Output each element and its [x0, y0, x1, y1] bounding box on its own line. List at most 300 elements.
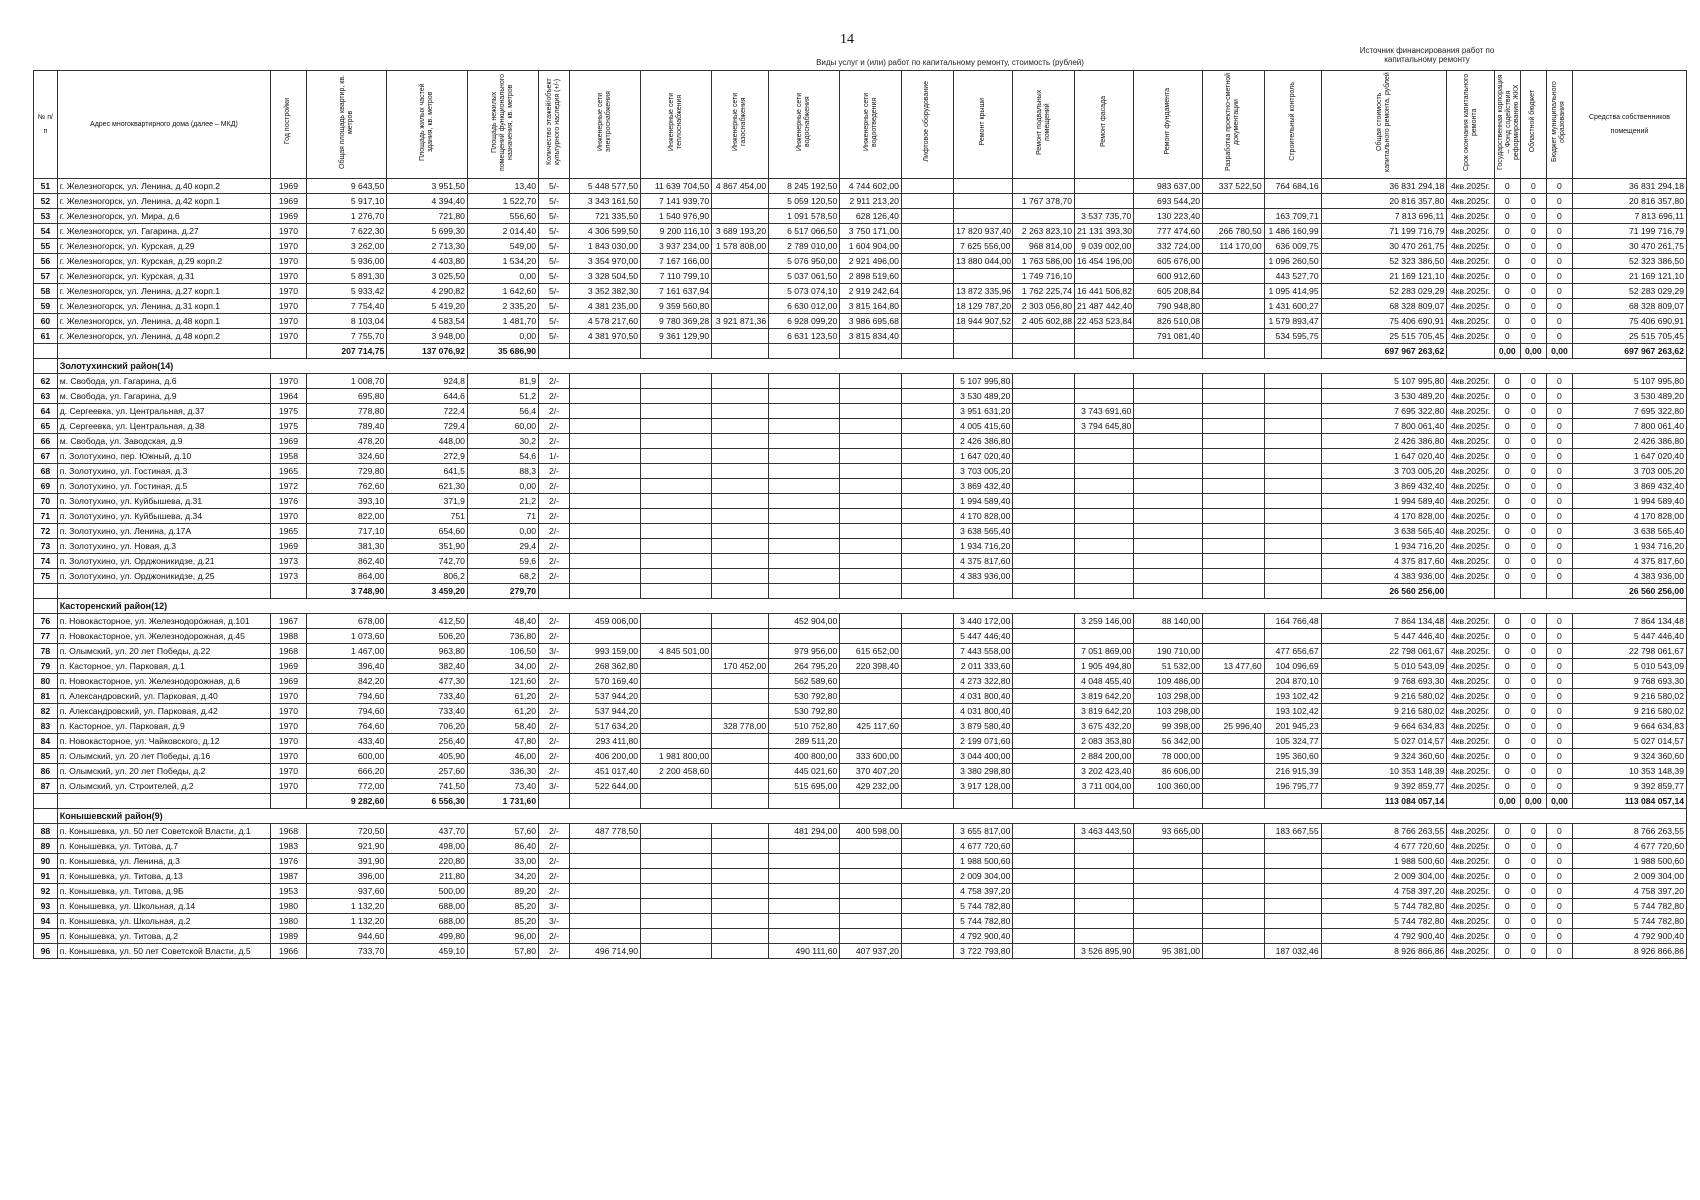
row-number: 74 — [34, 554, 58, 569]
table-cell — [1203, 209, 1265, 224]
table-cell — [1013, 764, 1075, 779]
table-cell — [539, 344, 570, 359]
table-row — [34, 194, 1687, 209]
table-cell: 1972 — [271, 479, 307, 494]
column-header: Бюджет муниципального образования — [1546, 71, 1572, 179]
table-cell: 4кв.2025г. — [1447, 464, 1494, 479]
table-cell: 5 933,42 — [306, 284, 387, 299]
table-cell: 17 820 937,40 — [954, 224, 1013, 239]
table-cell — [840, 869, 902, 884]
table-cell: 2/- — [539, 539, 570, 554]
table-cell: 3 703 005,20 — [954, 464, 1013, 479]
table-cell: 4 845 501,00 — [641, 644, 712, 659]
table-cell — [769, 419, 840, 434]
table-cell: 3 526 895,90 — [1075, 944, 1134, 959]
table-cell: 0 — [1546, 404, 1572, 419]
table-cell: 764,60 — [306, 719, 387, 734]
table-cell: 2/- — [539, 524, 570, 539]
table-cell: 34,20 — [467, 869, 538, 884]
table-cell — [712, 539, 769, 554]
table-cell: 1970 — [271, 239, 307, 254]
table-cell: 1953 — [271, 884, 307, 899]
table-cell: 1 540 976,90 — [641, 209, 712, 224]
table-cell: 7 695 322,80 — [1321, 404, 1447, 419]
table-cell — [641, 659, 712, 674]
table-cell — [641, 404, 712, 419]
table-cell — [569, 554, 640, 569]
table-cell: 4 306 599,50 — [569, 224, 640, 239]
table-cell: 530 792,80 — [769, 689, 840, 704]
table-cell: 537 944,20 — [569, 704, 640, 719]
row-number: 92 — [34, 884, 58, 899]
row-number: 91 — [34, 869, 58, 884]
table-cell: 1975 — [271, 404, 307, 419]
table-cell: 391,90 — [306, 854, 387, 869]
row-number: 73 — [34, 539, 58, 554]
row-number: 84 — [34, 734, 58, 749]
table-cell: 4кв.2025г. — [1447, 374, 1494, 389]
table-cell: 22 453 523,84 — [1075, 314, 1134, 329]
table-cell: 570 169,40 — [569, 674, 640, 689]
table-cell: 4кв.2025г. — [1447, 929, 1494, 944]
table-cell: 4 048 455,40 — [1075, 674, 1134, 689]
table-row — [34, 179, 1687, 194]
table-cell — [1203, 569, 1265, 584]
table-cell — [712, 209, 769, 224]
table-cell: 2 199 071,60 — [954, 734, 1013, 749]
table-cell: 3 748,90 — [306, 584, 387, 599]
table-cell: 3 743 691,60 — [1075, 404, 1134, 419]
table-cell — [1075, 929, 1134, 944]
table-cell: 1 008,70 — [306, 374, 387, 389]
table-cell — [1203, 929, 1265, 944]
table-cell — [1075, 344, 1134, 359]
table-cell: 721 335,50 — [569, 209, 640, 224]
table-cell: 75 406 690,91 — [1321, 314, 1447, 329]
table-cell: 5 917,10 — [306, 194, 387, 209]
row-number: 85 — [34, 749, 58, 764]
table-cell: 1 934 716,20 — [1572, 539, 1686, 554]
table-cell: 5 419,20 — [387, 299, 468, 314]
table-cell — [1013, 629, 1075, 644]
table-cell: 4кв.2025г. — [1447, 254, 1494, 269]
table-cell — [901, 944, 953, 959]
table-cell: 0 — [1494, 479, 1520, 494]
table-cell: 0 — [1546, 914, 1572, 929]
table-cell — [1013, 719, 1075, 734]
table-cell: 2/- — [539, 389, 570, 404]
table-cell: 5 107 995,80 — [1572, 374, 1686, 389]
table-cell: 0 — [1546, 419, 1572, 434]
table-cell: 3 815 164,80 — [840, 299, 902, 314]
table-cell: 71 199 716,79 — [1321, 224, 1447, 239]
district-row — [34, 599, 1687, 614]
address-cell: п. Конышевка, ул. Титова, д.13 — [57, 869, 270, 884]
table-cell: 0 — [1546, 854, 1572, 869]
column-header: Площадь жилых частей здания, кв. метров — [387, 71, 468, 179]
table-cell — [840, 854, 902, 869]
table-row — [34, 509, 1687, 524]
table-cell — [1203, 404, 1265, 419]
table-cell — [1203, 749, 1265, 764]
table-cell — [641, 434, 712, 449]
table-cell — [712, 749, 769, 764]
table-cell: 0 — [1494, 464, 1520, 479]
table-cell — [901, 914, 953, 929]
table-cell: 9 780 369,28 — [641, 314, 712, 329]
table-cell: 68 328 809,07 — [1572, 299, 1686, 314]
row-number: 72 — [34, 524, 58, 539]
table-cell — [1203, 914, 1265, 929]
table-cell — [769, 389, 840, 404]
table-cell — [1075, 269, 1134, 284]
table-cell — [901, 299, 953, 314]
table-cell: 0 — [1520, 764, 1546, 779]
table-cell: 4кв.2025г. — [1447, 404, 1494, 419]
table-cell: 0 — [1546, 869, 1572, 884]
table-cell: 615 652,00 — [840, 644, 902, 659]
table-cell: 1970 — [271, 299, 307, 314]
table-cell: 772,00 — [306, 779, 387, 794]
table-cell — [1494, 584, 1520, 599]
subtotal-row — [34, 584, 1687, 599]
table-cell — [712, 554, 769, 569]
table-cell: 4кв.2025г. — [1447, 659, 1494, 674]
table-cell — [901, 344, 953, 359]
table-cell: 3/- — [539, 779, 570, 794]
row-number: 66 — [34, 434, 58, 449]
table-cell: 1 647 020,40 — [954, 449, 1013, 464]
table-cell — [569, 794, 640, 809]
table-cell — [1134, 344, 1203, 359]
table-cell — [1264, 434, 1321, 449]
table-cell — [769, 794, 840, 809]
table-cell — [1013, 344, 1075, 359]
table-cell: 4кв.2025г. — [1447, 389, 1494, 404]
table-cell: 3 262,00 — [306, 239, 387, 254]
row-number: 79 — [34, 659, 58, 674]
row-number: 87 — [34, 779, 58, 794]
table-cell: 2 083 353,80 — [1075, 734, 1134, 749]
table-cell: 396,40 — [306, 659, 387, 674]
table-cell: 5/- — [539, 179, 570, 194]
table-cell: 4 375 817,60 — [1572, 554, 1686, 569]
table-cell — [1203, 824, 1265, 839]
table-cell: 60,00 — [467, 419, 538, 434]
table-cell — [901, 239, 953, 254]
table-cell: 0 — [1520, 509, 1546, 524]
table-cell: 22 798 061,67 — [1572, 644, 1686, 659]
table-cell — [1013, 794, 1075, 809]
table-cell: 61,20 — [467, 704, 538, 719]
table-cell — [271, 584, 307, 599]
table-cell: 0 — [1520, 329, 1546, 344]
address-cell: п. Конышевка, ул. Титова, д.2 — [57, 929, 270, 944]
table-cell: 0,00 — [1546, 344, 1572, 359]
table-cell — [1013, 749, 1075, 764]
table-cell — [1203, 644, 1265, 659]
column-header: Срок окончания капитального ремонта — [1447, 71, 1494, 179]
table-cell: 0 — [1494, 734, 1520, 749]
table-cell: 9 216 580,02 — [1572, 689, 1686, 704]
table-cell — [1203, 869, 1265, 884]
table-cell — [712, 764, 769, 779]
table-cell: 2 921 496,00 — [840, 254, 902, 269]
table-cell: 0 — [1494, 434, 1520, 449]
table-cell — [1134, 524, 1203, 539]
table-cell: 0 — [1494, 404, 1520, 419]
table-cell: 1 132,20 — [306, 899, 387, 914]
table-cell — [641, 929, 712, 944]
table-cell — [1075, 329, 1134, 344]
table-cell — [1203, 524, 1265, 539]
table-cell: 0 — [1494, 389, 1520, 404]
table-cell: 2 335,20 — [467, 299, 538, 314]
table-cell: 0,00 — [1494, 344, 1520, 359]
table-cell: 4 170 828,00 — [954, 509, 1013, 524]
table-cell — [1134, 929, 1203, 944]
table-cell: 0 — [1520, 944, 1546, 959]
table-cell: 4 031 800,40 — [954, 704, 1013, 719]
table-cell: 2 263 823,10 — [1013, 224, 1075, 239]
table-cell: 7 813 696,11 — [1321, 209, 1447, 224]
table-cell: 4 744 602,00 — [840, 179, 902, 194]
table-cell — [901, 314, 953, 329]
table-cell — [1075, 869, 1134, 884]
table-cell: 2/- — [539, 629, 570, 644]
table-cell: 477 656,67 — [1264, 644, 1321, 659]
address-cell: м. Свобода, ул. Заводская, д.9 — [57, 434, 270, 449]
table-cell: 0 — [1494, 224, 1520, 239]
table-cell: 5 010 543,09 — [1321, 659, 1447, 674]
table-cell: 0 — [1520, 194, 1546, 209]
table-cell: 4кв.2025г. — [1447, 899, 1494, 914]
address-cell: г. Железногорск, ул. Мира, д.6 — [57, 209, 270, 224]
table-cell: 393,10 — [306, 494, 387, 509]
table-cell: 2/- — [539, 554, 570, 569]
table-cell: 0 — [1546, 479, 1572, 494]
table-cell: 1988 — [271, 629, 307, 644]
table-row — [34, 854, 1687, 869]
table-cell: 600 912,60 — [1134, 269, 1203, 284]
table-cell: 332 724,00 — [1134, 239, 1203, 254]
row-number: 58 — [34, 284, 58, 299]
table-cell: 264 795,20 — [769, 659, 840, 674]
table-cell: 36 831 294,18 — [1572, 179, 1686, 194]
table-row — [34, 749, 1687, 764]
table-cell: 5 744 782,80 — [1321, 899, 1447, 914]
table-cell: 25 515 705,45 — [1572, 329, 1686, 344]
address-cell: п. Новокасторное, ул. Железнодорожная, д.6 — [57, 674, 270, 689]
table-cell — [901, 329, 953, 344]
table-cell: 370 407,20 — [840, 764, 902, 779]
district-row — [34, 359, 1687, 374]
table-cell: 47,80 — [467, 734, 538, 749]
table-cell — [1075, 899, 1134, 914]
table-cell: 490 111,60 — [769, 944, 840, 959]
table-cell: 56,4 — [467, 404, 538, 419]
table-cell — [1075, 509, 1134, 524]
table-cell: 4 383 936,00 — [1572, 569, 1686, 584]
table-cell: 30 470 261,75 — [1572, 239, 1686, 254]
table-cell: 26 560 256,00 — [1321, 584, 1447, 599]
table-cell — [712, 839, 769, 854]
table-cell — [712, 494, 769, 509]
table-cell — [712, 854, 769, 869]
table-cell — [769, 509, 840, 524]
table-cell: 5 744 782,80 — [1572, 914, 1686, 929]
table-cell — [569, 344, 640, 359]
table-cell — [840, 899, 902, 914]
table-cell: 4кв.2025г. — [1447, 434, 1494, 449]
table-cell: 5/- — [539, 224, 570, 239]
table-cell: 52 283 029,29 — [1572, 284, 1686, 299]
table-cell: 7 813 696,11 — [1572, 209, 1686, 224]
table-cell: 130 223,40 — [1134, 209, 1203, 224]
table-cell — [1203, 464, 1265, 479]
table-cell: 556,60 — [467, 209, 538, 224]
table-cell — [1264, 554, 1321, 569]
table-cell: 0 — [1520, 314, 1546, 329]
table-cell — [1134, 419, 1203, 434]
table-cell: 4кв.2025г. — [1447, 419, 1494, 434]
table-cell: 407 937,20 — [840, 944, 902, 959]
table-cell: 4 381 970,50 — [569, 329, 640, 344]
table-cell — [769, 554, 840, 569]
table-cell — [712, 524, 769, 539]
table-cell: 1 604 904,00 — [840, 239, 902, 254]
table-cell: 4кв.2025г. — [1447, 734, 1494, 749]
table-cell: 2 898 519,60 — [840, 269, 902, 284]
table-cell — [1013, 659, 1075, 674]
table-cell: 0 — [1520, 629, 1546, 644]
table-cell: 2/- — [539, 464, 570, 479]
table-cell: 16 441 506,82 — [1075, 284, 1134, 299]
table-cell — [840, 794, 902, 809]
table-cell: 3 703 005,20 — [1321, 464, 1447, 479]
table-cell — [1013, 554, 1075, 569]
row-number: 93 — [34, 899, 58, 914]
table-cell: 3 655 817,00 — [954, 824, 1013, 839]
table-cell: 257,60 — [387, 764, 468, 779]
table-cell: 4кв.2025г. — [1447, 644, 1494, 659]
row-number: 62 — [34, 374, 58, 389]
table-cell — [840, 689, 902, 704]
address-cell: г. Железногорск, ул. Ленина, д.48 корп.1 — [57, 314, 270, 329]
table-cell — [769, 344, 840, 359]
table-cell — [641, 344, 712, 359]
subtotal-row — [34, 794, 1687, 809]
table-cell — [1203, 269, 1265, 284]
table-cell — [769, 449, 840, 464]
table-cell: 59,6 — [467, 554, 538, 569]
table-cell — [1075, 554, 1134, 569]
table-cell: 0 — [1520, 749, 1546, 764]
table-cell — [641, 449, 712, 464]
table-cell: 605 676,00 — [1134, 254, 1203, 269]
table-cell: 268 362,80 — [569, 659, 640, 674]
table-cell: 1970 — [271, 284, 307, 299]
table-cell: 1 073,60 — [306, 629, 387, 644]
table-cell: 4кв.2025г. — [1447, 779, 1494, 794]
table-cell: 2 426 386,80 — [1572, 434, 1686, 449]
table-cell: 0 — [1520, 824, 1546, 839]
table-cell: 21 487 442,40 — [1075, 299, 1134, 314]
table-cell: 1970 — [271, 269, 307, 284]
table-cell: 9 359 560,80 — [641, 299, 712, 314]
table-cell: 0 — [1546, 434, 1572, 449]
table-cell: 4кв.2025г. — [1447, 719, 1494, 734]
table-cell: 4 005 415,60 — [954, 419, 1013, 434]
table-cell: 1 981 800,00 — [641, 749, 712, 764]
table-cell: 1 988 500,60 — [1321, 854, 1447, 869]
table-cell: 1969 — [271, 434, 307, 449]
page-number: 14 — [840, 32, 854, 47]
table-cell: 4 383 936,00 — [954, 569, 1013, 584]
address-cell: п. Золотухино, ул. Орджоникидзе, д.21 — [57, 554, 270, 569]
table-row — [34, 869, 1687, 884]
header-band-cost: Виды услуг и (или) работ по капитальному ремонту, стоимость (рублей) — [816, 58, 1084, 67]
table-cell: 30 470 261,75 — [1321, 239, 1447, 254]
table-cell — [1203, 449, 1265, 464]
table-cell — [1264, 584, 1321, 599]
table-cell: 3 354 970,00 — [569, 254, 640, 269]
table-cell: 549,00 — [467, 239, 538, 254]
table-cell — [1264, 914, 1321, 929]
table-row — [34, 224, 1687, 239]
table-cell: 99 398,00 — [1134, 719, 1203, 734]
row-number: 54 — [34, 224, 58, 239]
table-cell — [1203, 344, 1265, 359]
table-cell: 4кв.2025г. — [1447, 704, 1494, 719]
table-cell — [1013, 584, 1075, 599]
table-cell: 3 380 298,80 — [954, 764, 1013, 779]
table-cell: 621,30 — [387, 479, 468, 494]
table-row — [34, 644, 1687, 659]
table-cell — [901, 659, 953, 674]
table-cell: 2/- — [539, 749, 570, 764]
table-cell: 722,4 — [387, 404, 468, 419]
table-cell: 100 360,00 — [1134, 779, 1203, 794]
table-cell — [1013, 824, 1075, 839]
table-cell — [1264, 524, 1321, 539]
table-cell: 0 — [1520, 524, 1546, 539]
table-cell: 3 463 443,50 — [1075, 824, 1134, 839]
table-cell: 0 — [1520, 389, 1546, 404]
table-row — [34, 554, 1687, 569]
table-cell — [840, 914, 902, 929]
table-cell: 4кв.2025г. — [1447, 839, 1494, 854]
table-cell: 1 647 020,40 — [1321, 449, 1447, 464]
table-cell: 113 084 057,14 — [1572, 794, 1686, 809]
address-cell: п. Новокасторное, ул. Железнодорожная, д.45 — [57, 629, 270, 644]
table-cell: 0 — [1520, 644, 1546, 659]
table-cell: 0 — [1546, 659, 1572, 674]
table-cell — [641, 899, 712, 914]
table-cell — [569, 569, 640, 584]
table-cell — [641, 839, 712, 854]
table-cell: 1969 — [271, 209, 307, 224]
table-cell: 7 800 061,40 — [1321, 419, 1447, 434]
table-cell — [1264, 839, 1321, 854]
table-cell: 1 481,70 — [467, 314, 538, 329]
address-cell: п. Касторное, ул. Парковая, д.1 — [57, 659, 270, 674]
table-cell: 4 578 217,60 — [569, 314, 640, 329]
table-cell — [641, 419, 712, 434]
table-cell — [901, 689, 953, 704]
table-cell — [1013, 509, 1075, 524]
table-cell — [901, 404, 953, 419]
